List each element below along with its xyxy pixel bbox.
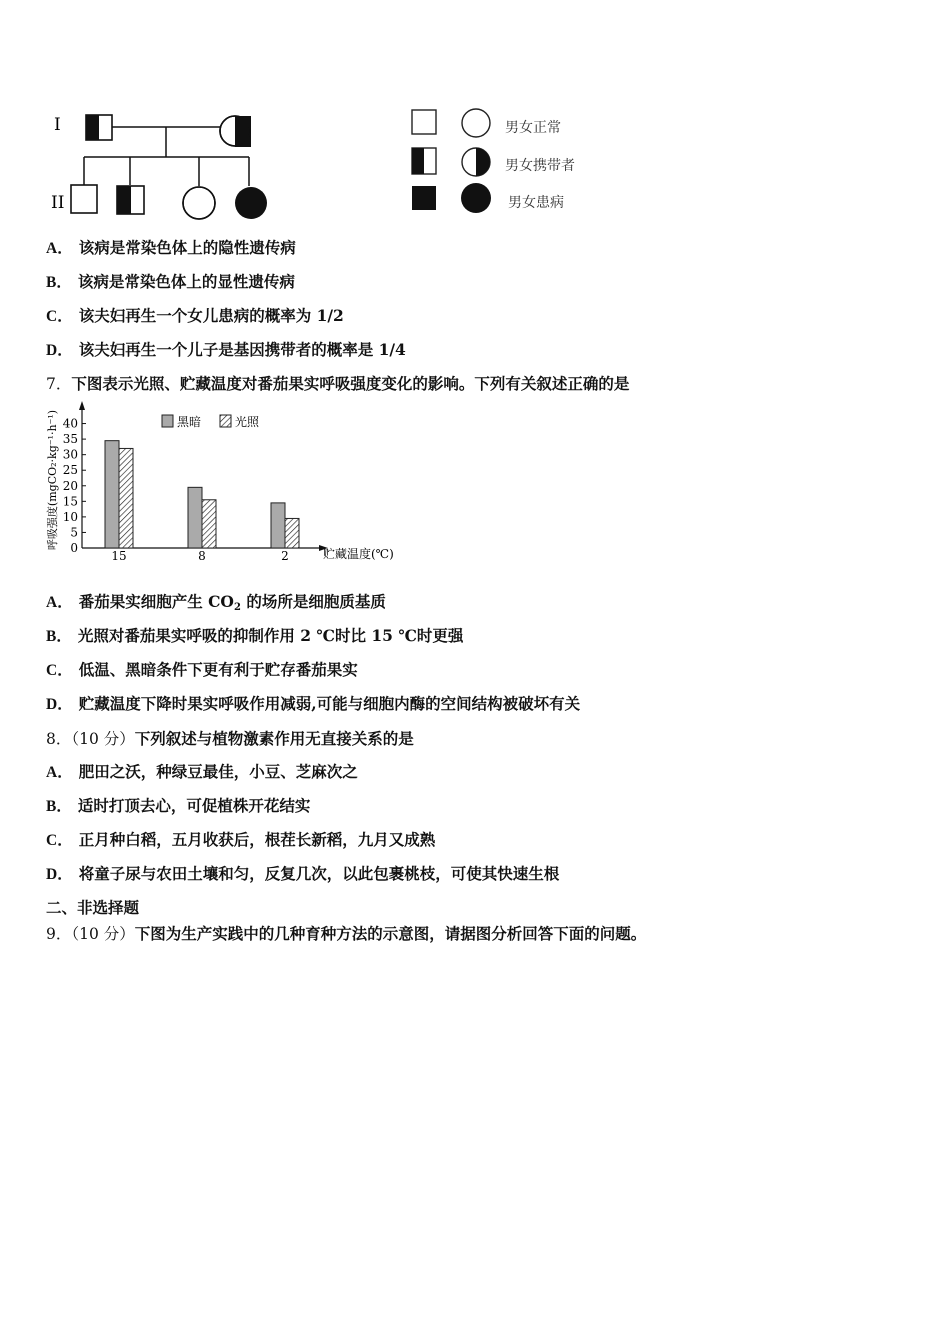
x-tick-label: 15 [111, 549, 127, 563]
pedigree-legend [405, 104, 605, 219]
q8-stem: 8．（10 分）下列叙述与植物激素作用无直接关系的是 [46, 729, 414, 748]
y-tick-label: 25 [62, 463, 78, 478]
chart-ylabel: 呼吸强度(mgCO₂·kg⁻¹·h⁻¹) [46, 409, 59, 551]
q7-option-d: D． 贮藏温度下降时果实呼吸作用减弱,可能与细胞内酶的空间结构被破坏有关 [46, 694, 581, 713]
q8-option-a: A． 肥田之沃，种绿豆最佳，小豆、芝麻次之 [46, 762, 358, 781]
pedigree-ii2-male-carrier [117, 186, 144, 214]
section-title: 二、非选择题 [46, 898, 140, 917]
legend-carrier-label: 男女携带者 [505, 158, 575, 174]
legend-affected-label: 男女患病 [508, 195, 564, 211]
bar-light-15 [119, 448, 133, 548]
q8-option-c: C． 正月种白稻，五月收获后，根茬长新稻，九月又成熟 [46, 830, 436, 849]
q6-option-a: A． 该病是常染色体上的隐性遗传病 [46, 238, 296, 257]
bar-dark-8 [188, 487, 202, 548]
x-tick-label: 8 [198, 549, 206, 563]
q7-option-c: C． 低温、黑暗条件下更有利于贮存番茄果实 [46, 660, 358, 679]
y-tick-label: 10 [62, 509, 78, 524]
q7-option-a: A． 番茄果实细胞产生 $CO_2$ 的场所是细胞质基质 [46, 592, 386, 613]
chart-xlabel: 贮藏温度(℃) [323, 547, 394, 561]
q7-stem: 7．下图表示光照、贮藏温度对番茄果实呼吸强度变化的影响。下列有关叙述正确的是 [46, 374, 630, 393]
respiration-bar-chart [40, 398, 410, 566]
y-tick-label: 0 [70, 541, 78, 555]
generation-ii-label: II [51, 193, 65, 213]
legend-dark-label: 黑暗 [177, 415, 202, 429]
pedigree-diagram [44, 100, 284, 225]
q6-option-b: B． 该病是常染色体上的显性遗传病 [46, 272, 295, 291]
legend-swatch-light [220, 415, 231, 427]
q8-option-d: D． 将童子尿与农田土壤和匀，反复几次，以此包裹桃枝，可使其快速生根 [46, 864, 560, 883]
y-tick-label: 15 [62, 494, 78, 509]
legend-normal-label: 男女正常 [505, 120, 561, 136]
pedigree-i2-female-carrier [220, 116, 251, 147]
x-tick-label: 2 [281, 549, 289, 563]
y-tick-label: 20 [62, 478, 78, 493]
q7-option-b: B． 光照对番茄果实呼吸的抑制作用 2 ℃时比 15 ℃时更强 [46, 626, 464, 645]
pedigree-i1-male-carrier [86, 115, 112, 140]
bar-dark-2 [271, 503, 285, 548]
legend-light-label: 光照 [235, 415, 260, 429]
bar-dark-15 [105, 441, 119, 548]
y-tick-label: 35 [62, 432, 78, 447]
bar-light-8 [202, 500, 216, 548]
q9-stem: 9．（10 分）下图为生产实践中的几种育种方法的示意图，请据图分析回答下面的问题。 [46, 924, 647, 943]
legend-swatch-dark [162, 415, 173, 427]
y-tick-label: 40 [62, 416, 78, 431]
q6-option-d: D． 该夫妇再生一个儿子是基因携带者的概率是 1/4 [46, 340, 406, 359]
bar-light-2 [285, 518, 299, 548]
pedigree-ii4-affected-female [235, 187, 267, 219]
pedigree-ii1-normal-male [71, 185, 97, 213]
y-tick-label: 30 [62, 447, 78, 462]
q8-option-b: B． 适时打顶去心，可促植株开花结实 [46, 796, 311, 815]
pedigree-ii3-female-carrier [183, 186, 215, 220]
generation-i-label: I [54, 115, 61, 135]
q6-option-c: C． 该夫妇再生一个女儿患病的概率为 1/2 [46, 306, 344, 325]
y-tick-label: 5 [70, 525, 78, 540]
